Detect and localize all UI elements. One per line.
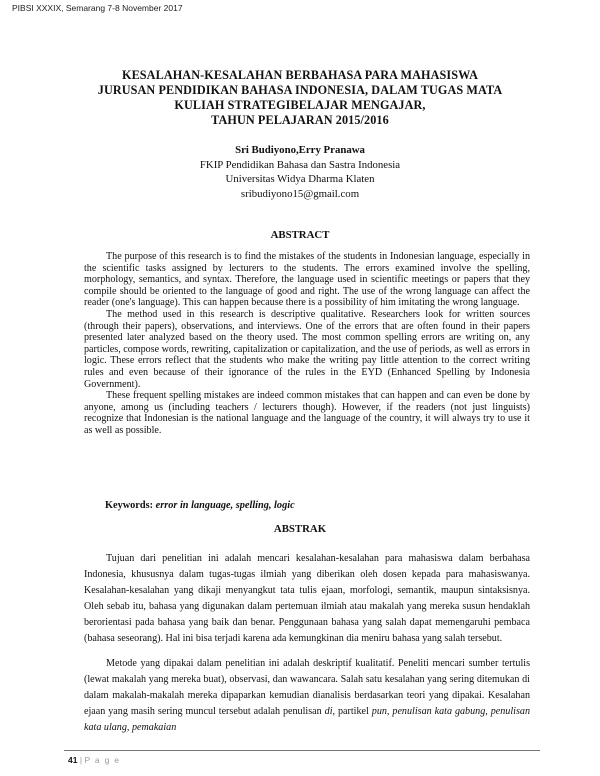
abstract-paragraph: The method used in this research is descriptive qualitative. Researchers look for written sources (through their papers), observations, and interviews. One of the errors that are often found in their papers presented later analyzed based on the theory used. The most common spelling errors are writing on, any particles, compose words, rewriting, capitalization or capitalization, and the use of periods, as well as errors in logic. These errors reflect that the students who make the writing pay little attention to the correct writing rules and even because of their ignorance of the rules in the EYD (Enhanced Spelling by Indonesia Government). <box>84 308 530 390</box>
title-line: KESALAHAN-KESALAHAN BERBAHASA PARA MAHASISWA <box>122 68 478 82</box>
author-email: sribudiyono15@gmail.com <box>240 187 360 200</box>
abstrak-heading: ABSTRAK <box>273 523 327 535</box>
abstrak-paragraph: Metode yang dipakai dalam penelitian ini adalah deskriptif kualitatif. Peneliti mencari sumber tertulis (lewat makalah yang mereka buat), observasi, dan wawancara. Salah satu kesalahan yang sering ditemukan di dalam makalah-makalah mereka dipaparkan kemudian dianalisis berdasarkan teori yang dipakai. Kesalahan ejaan yang masih sering muncul tersebut adalah penulisan di, partikel pun, penulisan kata gabung, penulisan kata ulang, pemakaian <box>84 657 530 733</box>
abstract-indonesian <box>84 551 530 736</box>
author-names: Sri Budiyono,Erry Pranawa <box>235 144 365 156</box>
title-line: KULIAH STRATEGIBELAJAR MENGAJAR, <box>174 98 426 112</box>
title-line: TAHUN PELAJARAN 2015/2016 <box>211 113 389 127</box>
paper-title <box>50 68 550 128</box>
page-number: 41 <box>68 755 78 765</box>
page-footer <box>68 755 120 765</box>
abstract-paragraph: These frequent spelling mistakes are indeed common mistakes that can happen and can even be done by anyone, among us (including teachers / lecturers though). However, if the readers (not just linguists) recognize that Indonesian is the national language and the language of the country, it will always try to use it as well as possible. <box>84 390 530 436</box>
page-label: P a g e <box>84 755 121 765</box>
author-affiliation: FKIP Pendidikan Bahasa dan Sastra Indonesia <box>199 158 401 171</box>
abstrak-paragraph: Tujuan dari penelitian ini adalah mencari kesalahan-kesalahan para mahasiswa dalam berbahasa Indonesia, khususnya dalam tugas-tugas ilmiah yang diberikan oleh dosen kepada para mahasiswanya. Kesalahan-kesalahan yang dikaji menyangkut tata tulis ejaan, morfologi, semantik, maupun sintaksisnya. Oleh sebab itu, bahasa yang digunakan dalam pertemuan ilmiah atau makalah yang mereka susun hendaklah berorientasi pada bahasa yang baik dan benar. Penggunaan bahasa yang salah dapat memengaruhi pembaca (bahasa seseorang). Hal ini bisa terjadi karena ada kemungkinan dia meniru bahasa yang salah tersebut. <box>84 553 530 645</box>
title-line: JURUSAN PENDIDIKAN BAHASA INDONESIA, DALAM TUGAS MATA <box>97 83 503 97</box>
author-block <box>0 143 600 201</box>
keywords-text: error in language, spelling, logic <box>155 500 295 511</box>
author-university: Universitas Widya Dharma Klaten <box>225 173 375 185</box>
abstract-heading: ABSTRACT <box>270 229 330 241</box>
conference-header: PIBSI XXXIX, Semarang 7-8 November 2017 <box>12 3 183 13</box>
abstract-paragraph: The purpose of this research is to find the mistakes of the students in Indonesian language, especially in the scientific tasks assigned by lecturers to the students. The errors examined involve the spelling, morphology, semantics, and syntax. Therefore, the language used in scientific meetings or papers that they compile should be oriented to the language of good and right. The use of the wrong language can affect the reader (one's language). This can happen because there is a possibility of him imitating the wrong language. <box>84 251 530 309</box>
footer-separator: | <box>79 755 83 765</box>
keywords <box>105 500 295 511</box>
abstract-english <box>84 251 530 437</box>
keywords-label: Keywords: <box>105 500 154 511</box>
footer-divider <box>64 750 540 751</box>
